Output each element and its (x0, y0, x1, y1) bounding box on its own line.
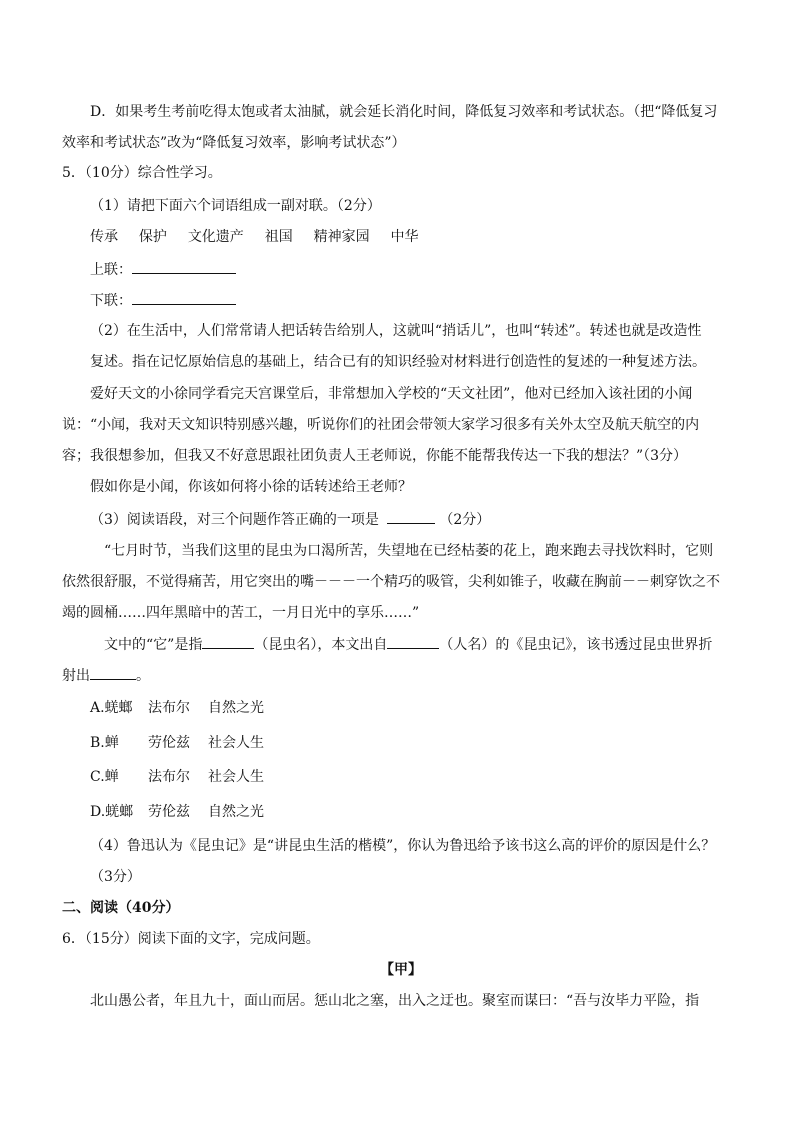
answer-blank[interactable] (387, 509, 435, 524)
option-label: B.蝉 (90, 735, 119, 751)
q6-header: 6．（15分）阅读下面的文字，完成问题。 (62, 931, 320, 947)
word-item: 文化遗产 (187, 229, 244, 245)
q5-p2-line1: （2）在生活中，人们常常请人把话转告给别人，这就叫“捎话儿”，也叫“转述”。转述也就是改造性 (90, 323, 702, 339)
option-theme: 社会人生 (208, 735, 264, 751)
q5-p1-prompt: （1）请把下面六个词语组成一副对联。（2分） (90, 198, 381, 214)
q5-p3-prompt-text: （3）阅读语段，对三个问题作答正确的一项是 (90, 512, 379, 528)
q5-p3-quote1: “七月时节，当我们这里的昆虫为口渴所苦，失望地在已经枯萎的花上，跑来跑去寻找饮料时，它则 (104, 543, 714, 559)
upper-couplet-blank[interactable] (132, 259, 236, 274)
upper-couplet-row (90, 259, 236, 280)
q5-p3-quote2: 依然很舒服，不觉得痛苦，用它突出的嘴－－－一个精巧的吸管，尖利如锥子，收藏在胸前－－刺穿饮之不 (62, 574, 720, 590)
q5-p1-word-list (90, 227, 419, 247)
option-author: 法布尔 (148, 769, 190, 785)
upper-couplet-label: 上联： (90, 262, 132, 278)
option-theme: 自然之光 (208, 700, 264, 716)
q5-p2-line4: 说：“小闻，我对天文知识特别感兴趣，听说你们的社团会带领大家学习很多有关外太空及航天航空的内 (62, 417, 700, 433)
lower-couplet-label: 下联： (90, 293, 132, 309)
fill-text: 射出 (62, 668, 90, 684)
passage-jia-title: 【甲】 (380, 962, 422, 978)
option-label: D.蜣螂 (90, 804, 134, 820)
word-item: 中华 (390, 229, 419, 245)
q5-p3-score: （2分） (439, 512, 491, 528)
theme-blank[interactable] (90, 665, 136, 680)
q5-p4-line2: （3分） (90, 869, 141, 885)
fill-text: （昆虫名），本文出自 (254, 637, 388, 653)
fill-text: 。 (136, 668, 150, 684)
q5-p3-fill-line2 (62, 665, 150, 686)
option-a[interactable] (90, 698, 264, 718)
q5-p2-line5: 容；我很想参加，但我又不好意思跟社团负责人王老师说，你能不能帮我传达一下我的想法？”（3分） (62, 448, 688, 464)
q4-option-d-line1: D．如果考生考前吃得太饱或者太油腻，就会延长消化时间，降低复习效率和考试状态。（把“降低复习 (90, 104, 718, 120)
section-title: 二、阅读（40分） (62, 900, 180, 916)
option-author: 劳伦兹 (148, 735, 190, 751)
option-b[interactable] (90, 733, 264, 753)
passage-jia-text: 北山愚公者，年且九十，面山而居。惩山北之塞，出入之迂也。聚室而谋曰：“吾与汝毕力平险，指 (90, 993, 700, 1009)
option-theme: 自然之光 (208, 804, 264, 820)
q4-option-d-line2: 效率和考试状态”改为“降低复习效率，影响考试状态”） (62, 135, 406, 151)
option-d[interactable] (90, 802, 264, 822)
q5-p2-line3: 爱好天文的小徐同学看完天宫课堂后，非常想加入学校的“天文社团”，他对已经加入该社团的小闻 (90, 386, 693, 402)
option-theme: 社会人生 (208, 769, 264, 785)
q5-p3-fill-line1 (104, 634, 712, 655)
word-item: 传承 (90, 229, 118, 245)
q5-p2-line2: 复述。指在记忆原始信息的基础上，结合已有的知识经验对材料进行创造性的复述的一种复述方法。 (90, 354, 706, 370)
fill-text: 文中的“它”是指 (104, 637, 203, 653)
q5-p3-quote3: 竭的圆桶……四年黑暗中的苦工，一月日光中的享乐……” (62, 605, 420, 621)
q5-p4-line1: （4）鲁迅认为《昆虫记》是“讲昆虫生活的楷模”，你认为鲁迅给予该书这么高的评价的原因是什么？ (90, 838, 716, 854)
insect-name-blank[interactable] (202, 634, 254, 649)
option-label: C.蝉 (90, 769, 119, 785)
word-item: 祖国 (264, 229, 293, 245)
q5-p2-line6: 假如你是小闻，你该如何将小徐的话转述给王老师？ (90, 479, 412, 495)
fill-text: （人名）的《昆虫记》，该书透过昆虫世界折 (439, 637, 713, 653)
option-author: 劳伦兹 (148, 804, 190, 820)
lower-couplet-blank[interactable] (132, 290, 236, 305)
q5-header: 5．（10分）综合性学习。 (62, 165, 222, 181)
author-name-blank[interactable] (387, 634, 439, 649)
option-author: 法布尔 (148, 700, 190, 716)
word-item: 保护 (138, 229, 167, 245)
option-c[interactable] (90, 767, 264, 787)
word-item: 精神家园 (313, 229, 370, 245)
q5-p3-prompt (90, 509, 490, 530)
option-label: A.蜣螂 (90, 700, 133, 716)
lower-couplet-row (90, 290, 236, 311)
